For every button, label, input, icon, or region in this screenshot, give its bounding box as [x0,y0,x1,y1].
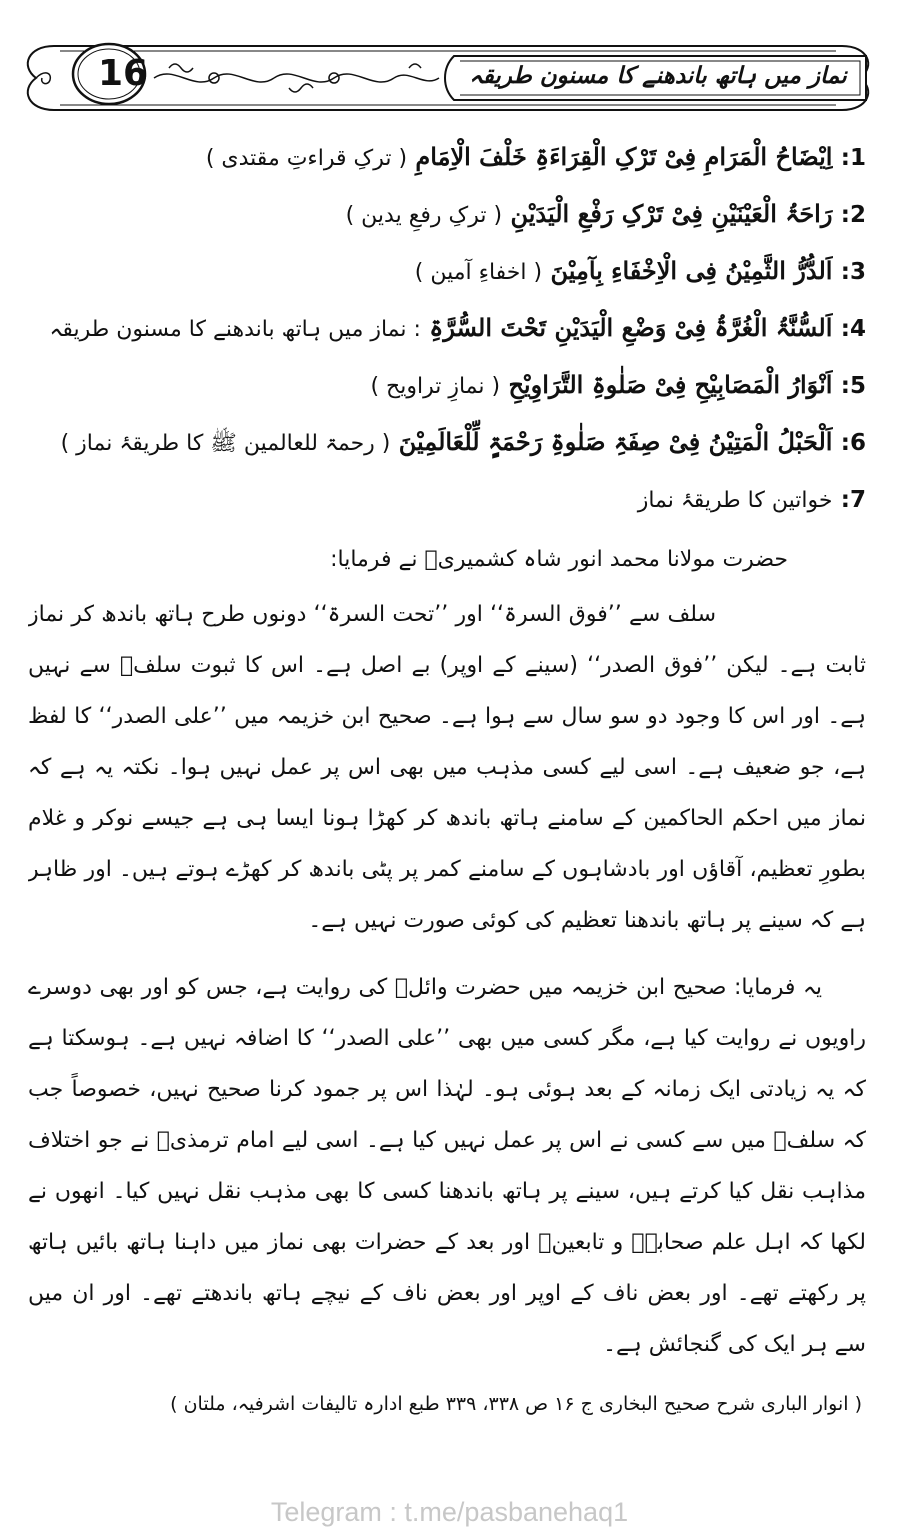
book-number: 6: [840,430,866,456]
reference-citation: ( انوار الباری شرح صحیح البخاری ج ۱۶ ص ۳۳۸، ۳۳۹ طبع ادارہ تالیفات اشرفیہ، ملتان ) [170,1393,862,1415]
book-title: اَلسُّنَّۃُ الْغُرَّۃُ فِیْ وَضْعِ الْیَدَیْنِ تَحْتَ السُّرَّۃِ [429,313,833,342]
book-title: اَنْوَارُ الْمَصَابِیْحِ فِیْ صَلٰوۃِ التَّرَاوِیْحِ [508,370,833,399]
attribution-line: حضرت مولانا محمد انور شاہ کشمیریؒ نے فرمایا: [330,547,788,572]
book-list [28,128,866,527]
book-note: ( رحمۃ للعالمین ﷺ کا طریقۂ نماز ) [60,431,391,456]
book-item [28,356,866,413]
book-item [28,128,866,185]
book-item [28,470,866,527]
page-body [28,128,866,1468]
body-paragraph: سلف سے ’’فوق السرۃ‘‘ اور ’’تحت السرۃ‘‘ دونوں طرح ہاتھ باندھ کر نماز ثابت ہے۔ لیکن ’’فوق الصدر‘‘ (سینے کے اوپر) بے اصل ہے۔ اس کا ثبوت سلفؒ سے نہیں ہے۔ اور اس کا وجود دو سو سال سے ہوا ہے۔ صحیح ابن خزیمہ میں ’’علی الصدر‘‘ کا لفظ ہے، جو ضعیف ہے۔ اسی لیے کسی مذہب میں بھی اس پر عمل نہیں ہوا۔ نکتہ یہ ہے کہ نماز میں احکم الحاکمین کے سامنے ہاتھ باندھ کر کھڑا ہونا ایسا ہی ہے جیسے نوکر و غلام بطورِ تعظیم، آقاؤں اور بادشاہوں کے سامنے کمر پر پٹی باندھ کر کھڑے ہوتے ہیں۔ اور ظاہر ہے کہ سینے پر ہاتھ باندھنا تعظیم کی کوئی صورت نہیں ہے۔ [28,602,866,933]
page-header [14,36,882,120]
book-number: 1: [840,145,866,171]
book-number: 5: [840,373,866,399]
book-note: خواتین کا طریقۂ نماز [637,488,833,513]
book-number: 4: [840,316,866,342]
book-note: ( ترکِ رفعِ یدین ) [345,203,503,228]
book-note: ( نمازِ تراویح ) [370,374,501,399]
book-item [28,413,866,470]
telegram-watermark: Telegram : t.me/pasbanehaq1 [270,1497,629,1527]
book-number: 2: [840,202,866,228]
book-item [28,185,866,242]
book-title: اَلْحَبْلُ الْمَتِیْنُ فِیْ صِفَۃِ صَلٰوۃِ رَحْمَۃٍ لِّلْعَالَمِیْنَ [398,427,833,456]
book-number: 7: [840,487,866,513]
book-note: ( اخفاءِ آمین ) [414,260,543,285]
book-title: رَاحَۃُ الْعَیْنَیْنِ فِیْ تَرْکِ رَفْعِ الْیَدَیْنِ [510,199,833,228]
book-item [28,299,866,356]
header-title: نماز میں ہاتھ باندھنے کا مسنون طریقہ [469,63,847,89]
book-title: اَلدُّرُّ الثَّمِیْنُ فِی الْاِخْفَاءِ بِآمِیْنَ [550,256,833,285]
book-note: ( ترکِ قراءتِ مقتدی ) [205,146,408,171]
book-number: 3: [840,259,866,285]
book-item [28,242,866,299]
book-note: : نماز میں ہاتھ باندھنے کا مسنون طریقہ [49,317,421,342]
book-title: اِیْضَاحُ الْمَرَامِ فِیْ تَرْکِ الْقِرَاءَۃِ خَلْفَ الْاِمَامِ [415,142,833,171]
page-number: 16 [97,53,149,94]
body-paragraph: یہ فرمایا: صحیح ابن خزیمہ میں حضرت وائلؓ کی روایت ہے، جس کو اور بھی دوسرے راویوں نے روایت کیا ہے، مگر کسی میں بھی ’’علی الصدر‘‘ کا اضافہ نہیں ہے۔ ہوسکتا ہے کہ یہ زیادتی ایک زمانہ کے بعد ہوئی ہو۔ لہٰذا اس پر جمود کرنا صحیح نہیں، خصوصاً جب کہ سلفؒ میں سے کسی نے اس پر عمل نہیں کیا ہے۔ اسی لیے امام ترمذیؒ نے جو اختلاف مذاہب نقل کیا کرتے ہیں، سینے پر ہاتھ باندھنا کسی کا بھی مذہب نقل نہیں کیا۔ انھوں نے لکھا کہ اہل علم صحابہؓ و تابعینؒ اور بعد کے حضرات بھی نماز میں داہنا ہاتھ بائیں ہاتھ پر رکھتے تھے۔ اور بعض ناف کے اوپر اور بعض ناف کے نیچے ہاتھ باندھتے تھے۔ اور ان میں سے ہر ایک کی گنجائش ہے۔ [28,975,866,1357]
